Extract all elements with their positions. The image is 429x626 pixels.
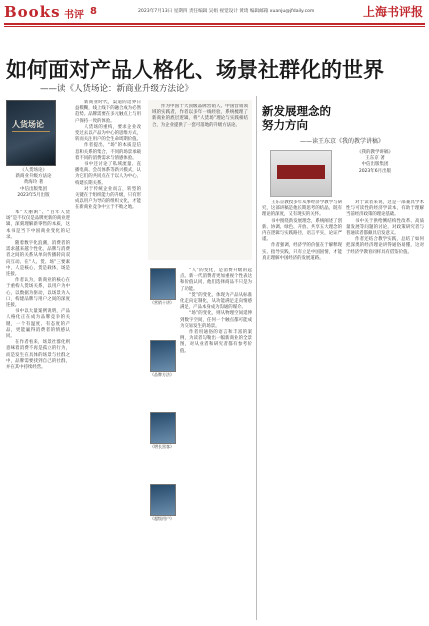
- right-book-info: 《我的教学讲稿》 王东京 著 中信出版集团 2023年6月出版: [357, 150, 393, 174]
- paragraph: 对于读者来说，这是一部兼具学术性与可读性的经济学读本，有助于理解当前经济政策的理论基础。: [346, 200, 424, 218]
- article-column-2: [75, 100, 141, 620]
- inset-book-cover-3: [150, 412, 176, 444]
- right-book-band: [277, 165, 325, 179]
- header-rule: [4, 23, 425, 25]
- paragraph: “人”的变化，是消费升级的起点。新一代消费者更加重视个性表达和价值认同，他们选择商品不只是为了功能。: [180, 268, 252, 292]
- right-article-title: [262, 104, 331, 132]
- right-book-cover: [270, 150, 332, 197]
- paragraph: 人货场的重构，要求企业改变过去以产品为中心的思维方式，转而关注用户的全生命周期价值。: [75, 124, 141, 143]
- paragraph: 在作者看来，场景社群化则意味着消费不再是孤立的行为，而是发生在具体的场景与社群之中，品牌需要找到自己的社群，并在其中持续经营。: [6, 340, 70, 371]
- paragraph: “货”的变化，体现为产品从标准化走向定制化，从功能满足走向情感满足，产品本身成为沟通的媒介。: [180, 292, 252, 311]
- article-title: 如何面对产品人格化、场景社群化的世界: [6, 57, 384, 82]
- paragraph: 书中还讨论了私域流量、直播电商、会员体系等新兴模式，认为它们的共同点在于以人为中心，构建长期关系。: [75, 162, 141, 186]
- paragraph: 作者还结合教学实践，总结了如何把深奥的经济理论讲得通俗易懂，这对于经济学教育同样具有借鉴价值。: [346, 237, 424, 255]
- right-column-1: [262, 200, 342, 620]
- paragraph: 作为中国十大顶级品牌营销人、中国营销领域的实践者，作者以多年一线经验，系统梳理了新商业的底层逻辑，将“人货场”理论与实践相结合，为企业提供了一套可落地的升级方法论。: [152, 104, 248, 128]
- paragraph: 作者强调，经济学的价值在于解释现实、指导实践，只有立足中国国情，才能真正理解中国经济的发展道路。: [262, 243, 342, 261]
- newspaper-brand: 上海书评报: [362, 5, 423, 19]
- article-column-3: [180, 268, 252, 618]
- right-title-line-1: 新发展理念的: [262, 104, 331, 118]
- right-article-subtitle: ——读王东京《我的教学讲稿》: [300, 138, 385, 145]
- header-rule-thin: [4, 26, 425, 27]
- inset-caption-1: 《营销十讲》: [150, 300, 174, 305]
- book-info: 《人货场论》 新商业升级方法论 黄海玲 著 中信出版集团 2023年5月出版: [15, 168, 52, 198]
- paragraph: “场”的变化，则从物理空间延伸到数字空间，任何一个触点都可能成为交易发生的场景。: [180, 311, 252, 329]
- right-column-2: [346, 200, 424, 620]
- paragraph: 对于传统企业而言，转型的关键在于组织能力的升级，只有形成以用户为导向的组织文化，才能在新商业竞争中立于不败之地。: [75, 186, 141, 211]
- sidebar-text: [152, 104, 248, 254]
- inset-caption-4: 《超级用户》: [150, 516, 174, 521]
- inset-book-cover-2: [150, 340, 176, 372]
- inset-book-cover-1: [150, 268, 176, 300]
- page-number: 8: [90, 6, 97, 17]
- paragraph: 书中关于供给侧结构性改革、高质量发展等问题的讨论，对政策研究者与普通读者都颇具启发意义。: [346, 218, 424, 237]
- paragraph: 随着数字化浪潮，消费者的需求越来越个性化，品牌与消费者之间的关系从单向传播转向双向互动。在“人、货、场”三要素中，人是核心，货是载体，场是连接。: [6, 241, 70, 278]
- paragraph: 书中以大量案例说明，产品人格化正在成为品牌竞争的关键，一个有温度、有态度的产品，更能赢得消费者的情感认同。: [6, 309, 70, 340]
- section-logo: Books: [4, 3, 61, 21]
- inset-caption-3: 《增长黑客》: [150, 444, 174, 449]
- paragraph: 作者提出，“场”的本质是信息和关系的集合，不同的场景承载着不同的消费需求与情感体验。: [75, 143, 141, 161]
- inset-book-cover-4: [150, 484, 176, 516]
- right-title-line-2: 努力方向: [262, 118, 308, 132]
- paragraph: 新商业时代，渠道的边界日益模糊，线上线下的融合成为必然趋势。品牌需要在多元触点上与用户保持一致的体验。: [75, 100, 141, 124]
- inset-caption-2: 《品牌方法》: [150, 372, 174, 377]
- section-name: 书评: [64, 10, 84, 21]
- book-cover-title: 人货场论: [12, 120, 44, 129]
- paragraph: 作者用通俗的语言和丰富的案例，为读者勾勒出一幅新商业的全景图，对从业者和研究者都有参考价值。: [180, 330, 252, 354]
- paragraph: 王东京教授多年从事经济学教学与研究，这部讲稿是他长期思考的结晶，既有理论的深度，又有现实的关怀。: [262, 200, 342, 218]
- column-divider: [256, 96, 257, 620]
- book-cover-image: [6, 100, 56, 166]
- sidebar-box: [148, 100, 252, 260]
- article-subtitle: ——读《人货场论：新商业升级方法论》: [40, 84, 194, 94]
- paragraph: 作者认为，新商业的核心在于重构人货场关系，以用户为中心，以数据为驱动，以场景为入口，构建品牌与用户之间的深度连接。: [6, 278, 70, 309]
- header-meta: 2023年7月13日 星期四 责任编辑 吴娟 视觉设计 黄琦 编辑邮箱 xuanju@jfdaily.com: [138, 9, 315, 14]
- paragraph: 本“天丽闲”、“百年人货场”是不仅仅是品牌更新的商业逻辑，深刻理解新零售的本质，这本书是当下中国商业变化的记录。: [6, 210, 70, 240]
- paragraph: 书中围绕新发展理念，系统阐述了创新、协调、绿色、开放、共享五大理念的内在逻辑与实践路径，语言平实，论证严谨。: [262, 218, 342, 243]
- book-cover-rule: [12, 131, 50, 132]
- page-header: [0, 0, 429, 22]
- article-column-1: [6, 210, 70, 620]
